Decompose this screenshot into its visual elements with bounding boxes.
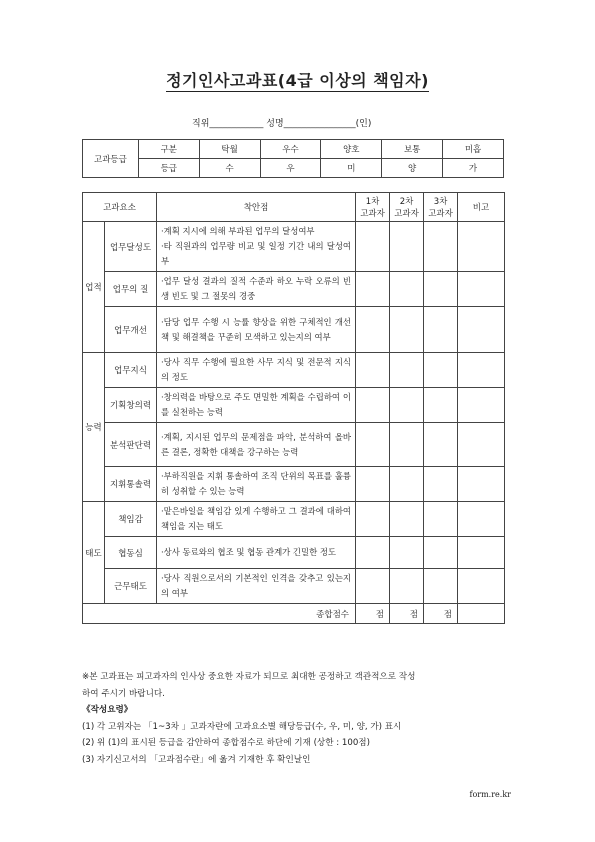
- remarks-cell[interactable]: [458, 353, 505, 388]
- criteria-cell: ·당사 직무 수행에 필요한 사무 지식 및 전문적 지식의 정도: [157, 353, 356, 388]
- rater1-grade-cell[interactable]: [356, 388, 390, 423]
- remarks-cell[interactable]: [458, 502, 505, 537]
- rater1-grade-cell[interactable]: [356, 423, 390, 467]
- criteria-cell: ·맡은바일을 책임감 있게 수행하고 그 결과에 대하여 책임을 지는 태도: [157, 502, 356, 537]
- rater2-grade-cell[interactable]: [390, 353, 424, 388]
- criteria-cell: ·당사 직원으로서의 기본적인 인격을 갖추고 있는지의 여부: [157, 569, 356, 604]
- rater3-grade-cell[interactable]: [424, 423, 458, 467]
- criteria-cell: ·창의력을 바탕으로 주도 면밀한 계획을 수립하여 이를 실천하는 능력: [157, 388, 356, 423]
- grade-header-cell: 양호: [321, 140, 382, 159]
- total-score-rater1[interactable]: 점: [356, 604, 390, 624]
- rater2-grade-cell[interactable]: [390, 467, 424, 502]
- evaluation-row: [83, 537, 505, 569]
- rater2-grade-cell[interactable]: [390, 423, 424, 467]
- grade-value-cell: 등급: [138, 159, 199, 178]
- grade-value-cell: 우: [260, 159, 321, 178]
- page-title: 정기인사고과표(4급 이상의 책임자): [166, 71, 429, 90]
- category-cell: 능력: [83, 353, 105, 502]
- remarks-cell[interactable]: [458, 423, 505, 467]
- category-cell: 업적: [83, 222, 105, 353]
- grade-value-cell: 수: [199, 159, 260, 178]
- grade-header-cell: 우수: [260, 140, 321, 159]
- element-header: 고과요소: [83, 193, 157, 222]
- rater3-grade-cell[interactable]: [424, 569, 458, 604]
- notes-intro-line: 하여 주시기 바랍니다.: [82, 688, 165, 699]
- rater1-grade-cell[interactable]: [356, 307, 390, 353]
- evaluation-table: [82, 192, 505, 624]
- evaluation-row: [83, 222, 505, 272]
- rater3-grade-cell[interactable]: [424, 467, 458, 502]
- evaluation-row: [83, 388, 505, 423]
- rater3-grade-cell[interactable]: [424, 272, 458, 307]
- rater1-grade-cell[interactable]: [356, 537, 390, 569]
- criteria-header: 착안점: [157, 193, 356, 222]
- rater3-grade-cell[interactable]: [424, 537, 458, 569]
- remarks-cell[interactable]: [458, 272, 505, 307]
- criteria-cell: ·계획, 지시된 업무의 문제점을 파악, 분석하여 올바른 결론, 정확한 대책을 강구하는 능력: [157, 423, 356, 467]
- rater1-grade-cell[interactable]: [356, 569, 390, 604]
- total-score-rater2[interactable]: 점: [390, 604, 424, 624]
- evaluation-row: [83, 569, 505, 604]
- rater3-grade-cell[interactable]: [424, 353, 458, 388]
- rater2-header: 2차 고과자: [390, 193, 424, 222]
- notes-item: (1) 각 고위자는 「1~3차 」고과자란에 고과요소별 해당등급(수, 우, 미, 양, 가) 표시: [82, 721, 402, 732]
- criteria-cell: ·담당 업무 수행 시 능률 향상을 위한 구체적인 개선책 및 해결책을 꾸준히 모색하고 있는지의 여부: [157, 307, 356, 353]
- rater3-grade-cell[interactable]: [424, 502, 458, 537]
- grade-header-cell: 미흡: [443, 140, 504, 159]
- evaluation-row: [83, 467, 505, 502]
- element-name-cell: 분석판단력: [105, 423, 157, 467]
- element-name-cell: 책임감: [105, 502, 157, 537]
- evaluation-row: [83, 353, 505, 388]
- rater1-header: 1차 고과자: [356, 193, 390, 222]
- rater2-grade-cell[interactable]: [390, 272, 424, 307]
- remarks-cell[interactable]: [458, 467, 505, 502]
- grade-header-cell: 보통: [382, 140, 443, 159]
- remarks-header: 비고: [458, 193, 505, 222]
- rater2-grade-cell[interactable]: [390, 502, 424, 537]
- rater2-grade-cell[interactable]: [390, 222, 424, 272]
- element-name-cell: 근무태도: [105, 569, 157, 604]
- rater1-grade-cell[interactable]: [356, 467, 390, 502]
- element-name-cell: 업무의 질: [105, 272, 157, 307]
- rater2-grade-cell[interactable]: [390, 307, 424, 353]
- rater2-grade-cell[interactable]: [390, 388, 424, 423]
- grade-value-cell: 가: [443, 159, 504, 178]
- rater1-grade-cell[interactable]: [356, 222, 390, 272]
- element-name-cell: 기획창의력: [105, 388, 157, 423]
- total-score-label: 종합점수: [83, 604, 356, 624]
- rater1-grade-cell[interactable]: [356, 353, 390, 388]
- remarks-cell[interactable]: [458, 307, 505, 353]
- rater2-grade-cell[interactable]: [390, 537, 424, 569]
- element-name-cell: 업무개선: [105, 307, 157, 353]
- grade-header-cell: 탁월: [199, 140, 260, 159]
- notes-intro-line: ※본 고과표는 피고과자의 인사상 중요한 자료가 되므로 최대한 공정하고 객관적으로 작성: [82, 672, 416, 682]
- element-name-cell: 업무지식: [105, 353, 157, 388]
- criteria-cell: ·계획 지시에 의해 부과된 업무의 달성여부 ·타 직원과의 업무량 비교 및 일정 기간 내의 달성여부: [157, 222, 356, 272]
- footer-source: form.re.kr: [469, 790, 511, 799]
- evaluation-row: [83, 502, 505, 537]
- rater3-grade-cell[interactable]: [424, 388, 458, 423]
- remarks-cell[interactable]: [458, 537, 505, 569]
- notes-item: (3) 자기신고서의 「고과점수란」에 옮겨 기재한 후 확인날인: [82, 754, 311, 765]
- element-name-cell: 업무달성도: [105, 222, 157, 272]
- grade-value-cell: 미: [321, 159, 382, 178]
- position-name-sign-line[interactable]: 직위____________ 성명________________(인): [192, 119, 372, 129]
- rater1-grade-cell[interactable]: [356, 272, 390, 307]
- rater2-grade-cell[interactable]: [390, 569, 424, 604]
- notes-heading: 《작성요령》: [82, 705, 133, 715]
- rater3-grade-cell[interactable]: [424, 307, 458, 353]
- grade-table: [82, 139, 504, 178]
- element-name-cell: 협동심: [105, 537, 157, 569]
- evaluation-row: [83, 272, 505, 307]
- remarks-cell[interactable]: [458, 388, 505, 423]
- evaluation-row: [83, 423, 505, 467]
- total-score-rater3[interactable]: 점: [424, 604, 458, 624]
- rater3-grade-cell[interactable]: [424, 222, 458, 272]
- criteria-cell: ·상사 동료와의 협조 및 협동 관계가 긴밀한 정도: [157, 537, 356, 569]
- rater3-header: 3차 고과자: [424, 193, 458, 222]
- remarks-cell[interactable]: [458, 569, 505, 604]
- grade-table-label: 고과등급: [83, 140, 139, 178]
- criteria-cell: ·업무 달성 결과의 질적 수준과 하오 누락 오류의 빈생 빈도 및 그 절못의 경중: [157, 272, 356, 307]
- category-cell: 태도: [83, 502, 105, 604]
- total-score-remarks[interactable]: [458, 604, 505, 624]
- element-name-cell: 지휘통솔력: [105, 467, 157, 502]
- rater1-grade-cell[interactable]: [356, 502, 390, 537]
- criteria-cell: ·부하직원을 지휘 통솔하여 조직 단위의 목표를 훌륭히 성취할 수 있는 능력: [157, 467, 356, 502]
- grade-header-cell: 구분: [138, 140, 199, 159]
- remarks-cell[interactable]: [458, 222, 505, 272]
- notes-section: [82, 669, 512, 768]
- evaluation-row: [83, 307, 505, 353]
- notes-item: (2) 위 (1)의 표시된 등급을 감안하여 종합점수로 하단에 기재 (상한 : 100점): [82, 738, 370, 748]
- grade-value-cell: 양: [382, 159, 443, 178]
